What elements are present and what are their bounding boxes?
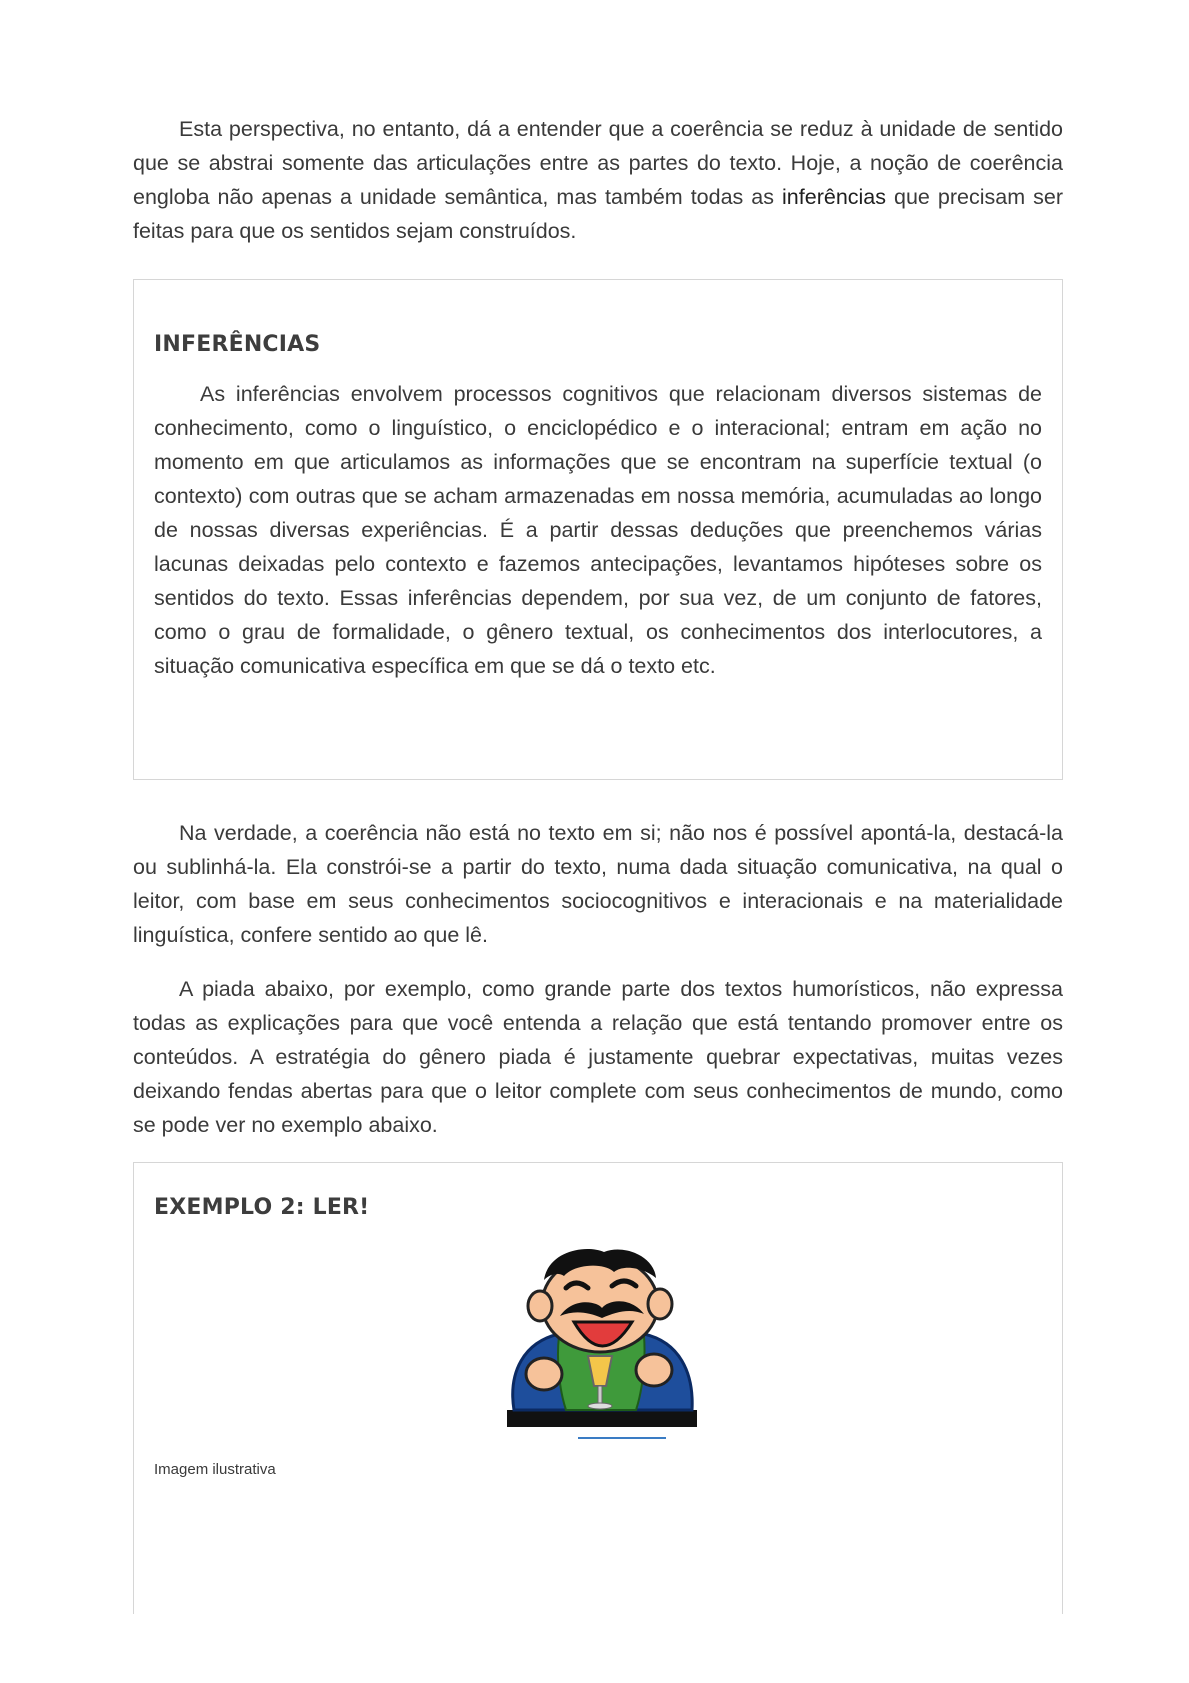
intro-text-part1: Esta perspectiva, no entanto, dá a entender que a coerência se reduz à unidade de sentido que se abstrai somente das articulações entre as partes do texto. Hoje, a noção de coerência engloba não apenas a unidade semântica, mas também todas as (133, 117, 1063, 209)
coerencia-paragraph: Na verdade, a coerência não está no texto em si; não nos é possível apontá-la, destacá-la ou sublinhá-la. Ela constrói-se a partir do texto, numa dada situação comunicativa, na qual o leitor, com base em seus conhecimentos sociocognitivos e interacionais e na materialidade linguística, confere sentido ao que lê. (133, 821, 1063, 947)
intro-text-part2: que precisam ser feitas para que os sentidos sejam construídos. (133, 185, 1063, 243)
intro-paragraph (133, 112, 1063, 248)
laughing-man-illustration-icon (504, 1242, 700, 1432)
image-caption: Imagem ilustrativa (154, 1461, 276, 1478)
inferencias-title: INFERÊNCIAS (154, 332, 321, 357)
exemplo-title: EXEMPLO 2: LER! (154, 1195, 370, 1220)
document-body (133, 112, 1063, 1614)
inferencias-text: As inferências envolvem processos cognitivos que relacionam diversos sistemas de conhecimento, como o linguístico, o enciclopédico e o interacional; entram em ação no momento em que articulamos as informações que se encontram na superfície textual (o contexto) com outras que se acham armazenadas em nossa memória, acumuladas ao longo de nossas diversas experiências. É a partir dessas deduções que preenchemos várias lacunas deixadas pelo contexto e fazemos antecipações, levantamos hipóteses sobre os sentidos do texto. Essas inferências dependem, por sua vez, de um conjunto de fatores, como o grau de formalidade, o gênero textual, os conhecimentos dos interlocutores, a situação comunicativa específica em que se dá o texto etc. (154, 382, 1042, 678)
exemplo-box (133, 1162, 1063, 1614)
exemplo-figure (154, 1242, 1042, 1432)
inferencias-box (133, 279, 1063, 780)
piada-paragraph: A piada abaixo, por exemplo, como grande parte dos textos humorísticos, não expressa todas as explicações para que você entenda a relação que está tentando promover entre os conteúdos. A estratégia do gênero piada é justamente quebrar expectativas, muitas vezes deixando fendas abertas para que o leitor complete com seus conhecimentos de mundo, como se pode ver no exemplo abaixo. (133, 977, 1063, 1137)
image-link[interactable] (578, 1437, 666, 1439)
inferencias-term: inferências (782, 185, 887, 209)
